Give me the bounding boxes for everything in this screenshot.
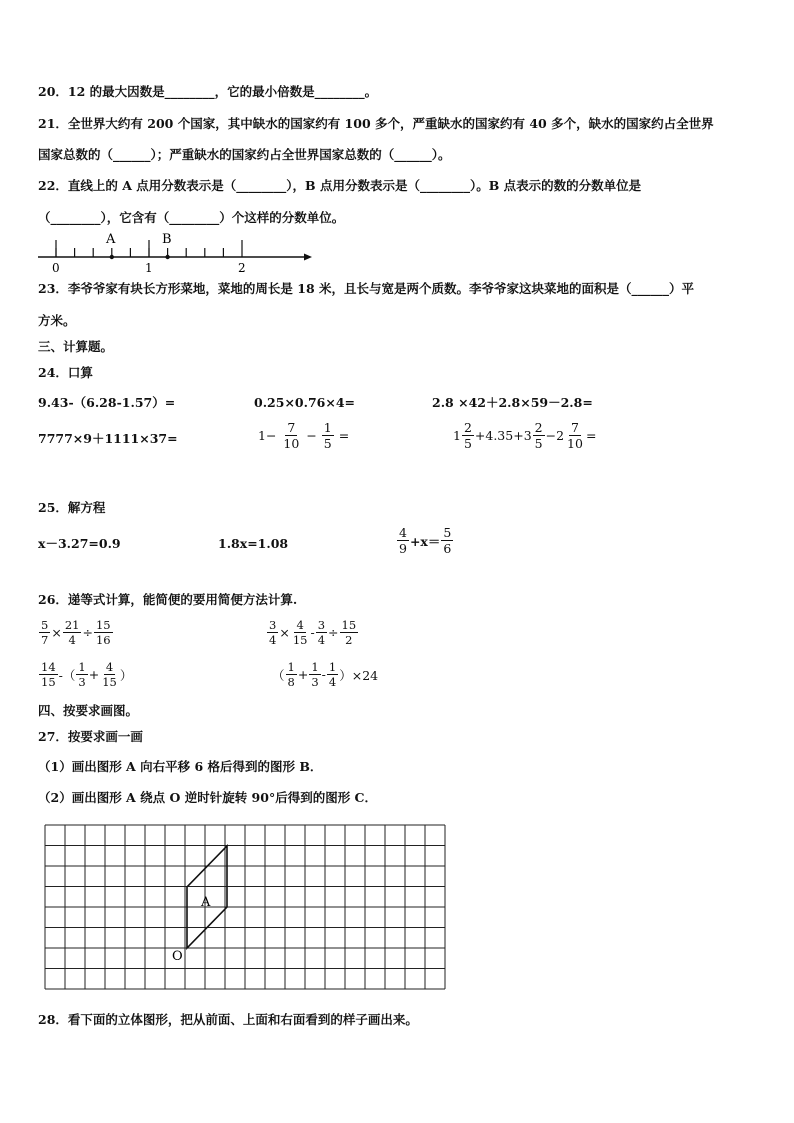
number-line: [36, 228, 316, 276]
question-25-title: 25．解方程: [38, 500, 106, 515]
fraction: $\frac{3}{4}$: [317, 618, 326, 647]
tick-label-0: 0: [52, 261, 60, 275]
calc-26-3: $\frac{14}{15}$ -（ $\frac{1}{3}$ + $\frac{4}{15}$ ）: [41, 660, 133, 689]
question-28: 28．看下面的立体图形，把从前面、上面和右面看到的样子画出来。: [38, 1012, 418, 1027]
fraction: $\frac{1}{3}$: [311, 660, 319, 689]
equation-25-2: 1.8x=1.08: [218, 536, 289, 551]
point-o-label: O: [172, 949, 183, 964]
tick-label-2: 2: [238, 261, 246, 275]
equation-25-1: x－3.27=0.9: [38, 536, 121, 551]
question-23-line-2: 方米。: [38, 313, 76, 328]
shape-a-label: A: [201, 895, 211, 910]
fraction: $\frac{5}{7}$: [41, 618, 49, 647]
calc-26-2: $\frac{3}{4}$ × $\frac{4}{15}$ - $\frac{3}{4}$ ÷ $\frac{15}{2}$: [269, 618, 357, 647]
equation-25-3: $\frac{4}{9}$ +x＝ $\frac{5}{6}$: [399, 525, 452, 556]
question-27-title: 27．按要求画一画: [38, 729, 143, 744]
fraction: $\frac{1}{8}$: [287, 660, 295, 689]
fraction: $\frac{14}{15}$: [41, 660, 56, 689]
question-26-title: 26．递等式计算，能简便的要用简便方法计算.: [38, 592, 298, 607]
calc-26-4: （ $\frac{1}{8}$ + $\frac{1}{3}$ - $\frac{1}{4}$ ）×24: [272, 660, 379, 689]
fraction: $\frac{2}{5}$: [534, 420, 543, 451]
question-20: 20．12 的最大因数是________，它的最小倍数是________。: [38, 84, 378, 99]
question-22-line-1: 22．直线上的 A 点用分数表示是（________），B 点用分数表示是（________）。B 点表示的数的分数单位是: [38, 178, 642, 193]
calc-24-1: 9.43-（6.28-1.57）=: [38, 395, 176, 410]
fraction: $\frac{7}{10}$: [567, 420, 583, 451]
fraction: $\frac{1}{4}$: [328, 660, 337, 689]
fraction: $\frac{4}{15}$: [292, 618, 308, 647]
point-b-label: B: [162, 232, 172, 247]
fraction: $\frac{2}{5}$: [463, 420, 472, 451]
fraction: $\frac{7}{10}$: [283, 420, 300, 451]
fraction: $\frac{5}{6}$: [443, 525, 452, 556]
question-21-line-1: 21．全世界大约有 200 个国家，其中缺水的国家约有 100 多个，严重缺水的国家约有 40 多个，缺水的国家约占全世界: [38, 116, 714, 131]
question-24-title: 24．口算: [38, 365, 93, 380]
question-21-line-2: 国家总数的（______）；严重缺水的国家约占全世界国家总数的（______）。: [38, 147, 451, 162]
fraction: $\frac{21}{4}$: [64, 618, 80, 647]
fraction: $\frac{1}{3}$: [78, 660, 86, 689]
calc-24-2: 0.25×0.76×4=: [254, 395, 356, 410]
drawing-grid: [44, 824, 446, 990]
fraction: $\frac{1}{5}$: [323, 420, 332, 451]
fraction: $\frac{15}{16}$: [95, 618, 111, 647]
fraction: $\frac{4}{15}$: [102, 660, 117, 689]
point-a-label: A: [106, 232, 116, 247]
fraction: $\frac{4}{9}$: [399, 525, 407, 556]
question-27-part-1: （1）画出图形 A 向右平移 6 格后得到的图形 B．: [38, 759, 323, 774]
calc-24-4: 7777×9＋1111×37=: [38, 431, 178, 446]
fraction: $\frac{3}{4}$: [269, 618, 277, 647]
calc-24-6: 1 $\frac{2}{5}$ +4.35+3 $\frac{2}{5}$ −2 $\frac{7}{10}$ =: [453, 420, 597, 451]
tick-label-1: 1: [145, 261, 153, 275]
calc-24-5: 1− $\frac{7}{10}$ − $\frac{1}{5}$ =: [258, 420, 350, 451]
calc-24-3: 2.8 ×42＋2.8×59－2.8=: [432, 395, 593, 410]
question-27-part-2: （2）画出图形 A 绕点 O 逆时针旋转 90°后得到的图形 C．: [38, 790, 377, 805]
calc-26-1: $\frac{5}{7}$ × $\frac{21}{4}$ ÷ $\frac{15}{16}$: [41, 618, 111, 647]
section-4-heading: 四、按要求画图。: [38, 703, 139, 718]
section-3-heading: 三、计算题。: [38, 339, 114, 354]
fraction: $\frac{15}{2}$: [341, 618, 357, 647]
question-23-line-1: 23．李爷爷家有块长方形菜地，菜地的周长是 18 米，且长与宽是两个质数。李爷爷家这块菜地的面积是（______）平: [38, 281, 694, 296]
question-22-line-2: （________），它含有（________）个这样的分数单位。: [38, 210, 345, 225]
